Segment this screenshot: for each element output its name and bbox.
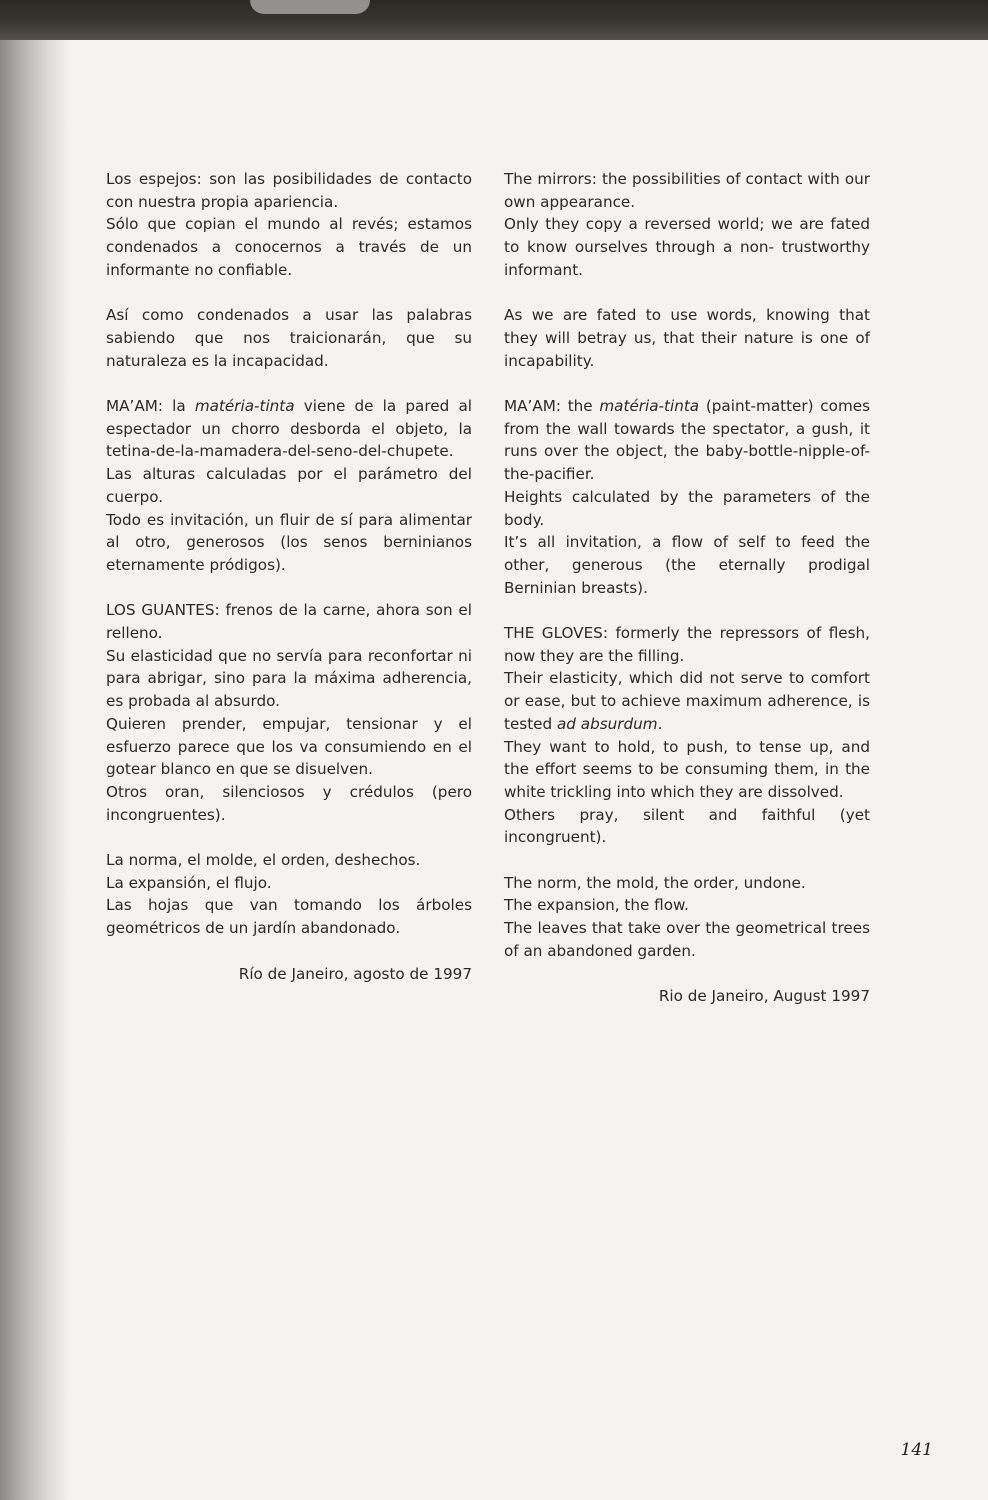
text-line: The expansion, the flow. (504, 896, 689, 915)
paragraph-gloves-en (504, 622, 870, 849)
book-page (0, 40, 988, 1500)
paragraph-gloves-es (106, 599, 472, 826)
text-line: LOS GUANTES: frenos de la carne, ahora son el relleno. (106, 601, 472, 643)
text-run: MA’AM: la (106, 397, 195, 415)
italic-term: matéria-tinta (599, 397, 700, 415)
text-line: Todo es invitación, un fluir de sí para alimentar al otro, generosos (los senos berninianos eternamente pródigos). (106, 510, 472, 574)
book-edge-shadow (0, 0, 988, 40)
text-line: Las hojas que van tomando los árboles geométricos de un jardín abandonado. (106, 896, 472, 938)
text-line (504, 667, 870, 735)
paragraph-words-es (106, 304, 472, 372)
text-line: Others pray, silent and faithful (yet incongruent). (504, 805, 870, 847)
text-run: (paint-matter) comes from the wall towards the spectator, a gush, it runs over the object, the baby-bottle-nipple-of-the-pacifier. (504, 397, 871, 484)
text-line (106, 395, 472, 463)
text-line: Así como condenados a usar las palabras sabiendo que nos traicionarán, que su naturaleza es la incapacidad. (106, 306, 472, 370)
text-line: Sólo que copian el mundo al revés; estamos condenados a conocernos a través de un informante no confiable. (106, 215, 472, 279)
text-run: . (657, 714, 663, 733)
paragraph-norm-es (106, 849, 472, 940)
text-line: Heights calculated by the parameters of the body. (504, 487, 870, 529)
paragraph-mirrors-en (504, 168, 870, 282)
text-line: La expansión, el flujo. (106, 873, 272, 892)
text-line: The norm, the mold, the order, undone. (504, 873, 806, 892)
signature-es: Río de Janeiro, agosto de 1997 (238, 964, 472, 983)
page-number: 141 (900, 1440, 933, 1460)
paragraph-words-en (504, 304, 870, 372)
text-line: As we are fated to use words, knowing that they will betray us, that their nature is one of incapability. (504, 306, 870, 370)
paragraph-maam-en (504, 395, 870, 599)
spanish-text-column (106, 168, 472, 1008)
text-line: Su elasticidad que no servía para reconfortar ni para abrigar, sino para la máxima adherencia, es probada al absurdo. (106, 646, 472, 711)
text-line: The mirrors: the possibilities of contact with our own appearance. (504, 170, 870, 211)
paragraph-mirrors-es (106, 168, 472, 282)
text-line: La norma, el molde, el orden, deshechos. (106, 851, 421, 870)
text-line: It’s all invitation, a flow of self to feed the other, generous (the eternally prodigal Berninian breasts). (504, 533, 870, 597)
text-line: Only they copy a reversed world; we are fated to know ourselves through a non- trustworthy informant. (504, 215, 870, 279)
text-line: The leaves that take over the geometrical trees of an abandoned garden. (504, 919, 870, 960)
text-line: Quieren prender, empujar, tensionar y el esfuerzo parece que los va consumiendo en el gotear blanco en que se disuelven. (106, 714, 472, 779)
paragraph-norm-en (504, 872, 870, 963)
italic-term: matéria-tinta (194, 397, 295, 415)
text-line: Otros oran, silenciosos y crédulos (pero incongruentes). (106, 782, 472, 824)
text-run: MA’AM: the (504, 397, 600, 415)
text-line: THE GLOVES: formerly the repressors of flesh, now they are the filling. (504, 624, 870, 665)
italic-term: ad absurdum (556, 714, 658, 733)
text-run: viene de la pared al espectador un chorro desborda el objeto, la tetina-de-la-mamadera-del-seno-del-chupete. (106, 397, 472, 461)
signature-en: Rio de Janeiro, August 1997 (658, 987, 870, 1006)
english-text-column (504, 168, 870, 1031)
text-line (504, 395, 870, 486)
text-line: They want to hold, to push, to tense up, and the effort seems to be consuming them, in the white trickling into which they are dissolved. (504, 737, 870, 801)
text-line: Las alturas calculadas por el parámetro del cuerpo. (106, 465, 472, 506)
text-run: Their elasticity, which did not serve to comfort or ease, but to achieve maximum adherence, is tested (504, 669, 870, 733)
text-line: Los espejos: son las posibilidades de contacto con nuestra propia apariencia. (106, 170, 472, 211)
paragraph-maam-es (106, 395, 472, 577)
